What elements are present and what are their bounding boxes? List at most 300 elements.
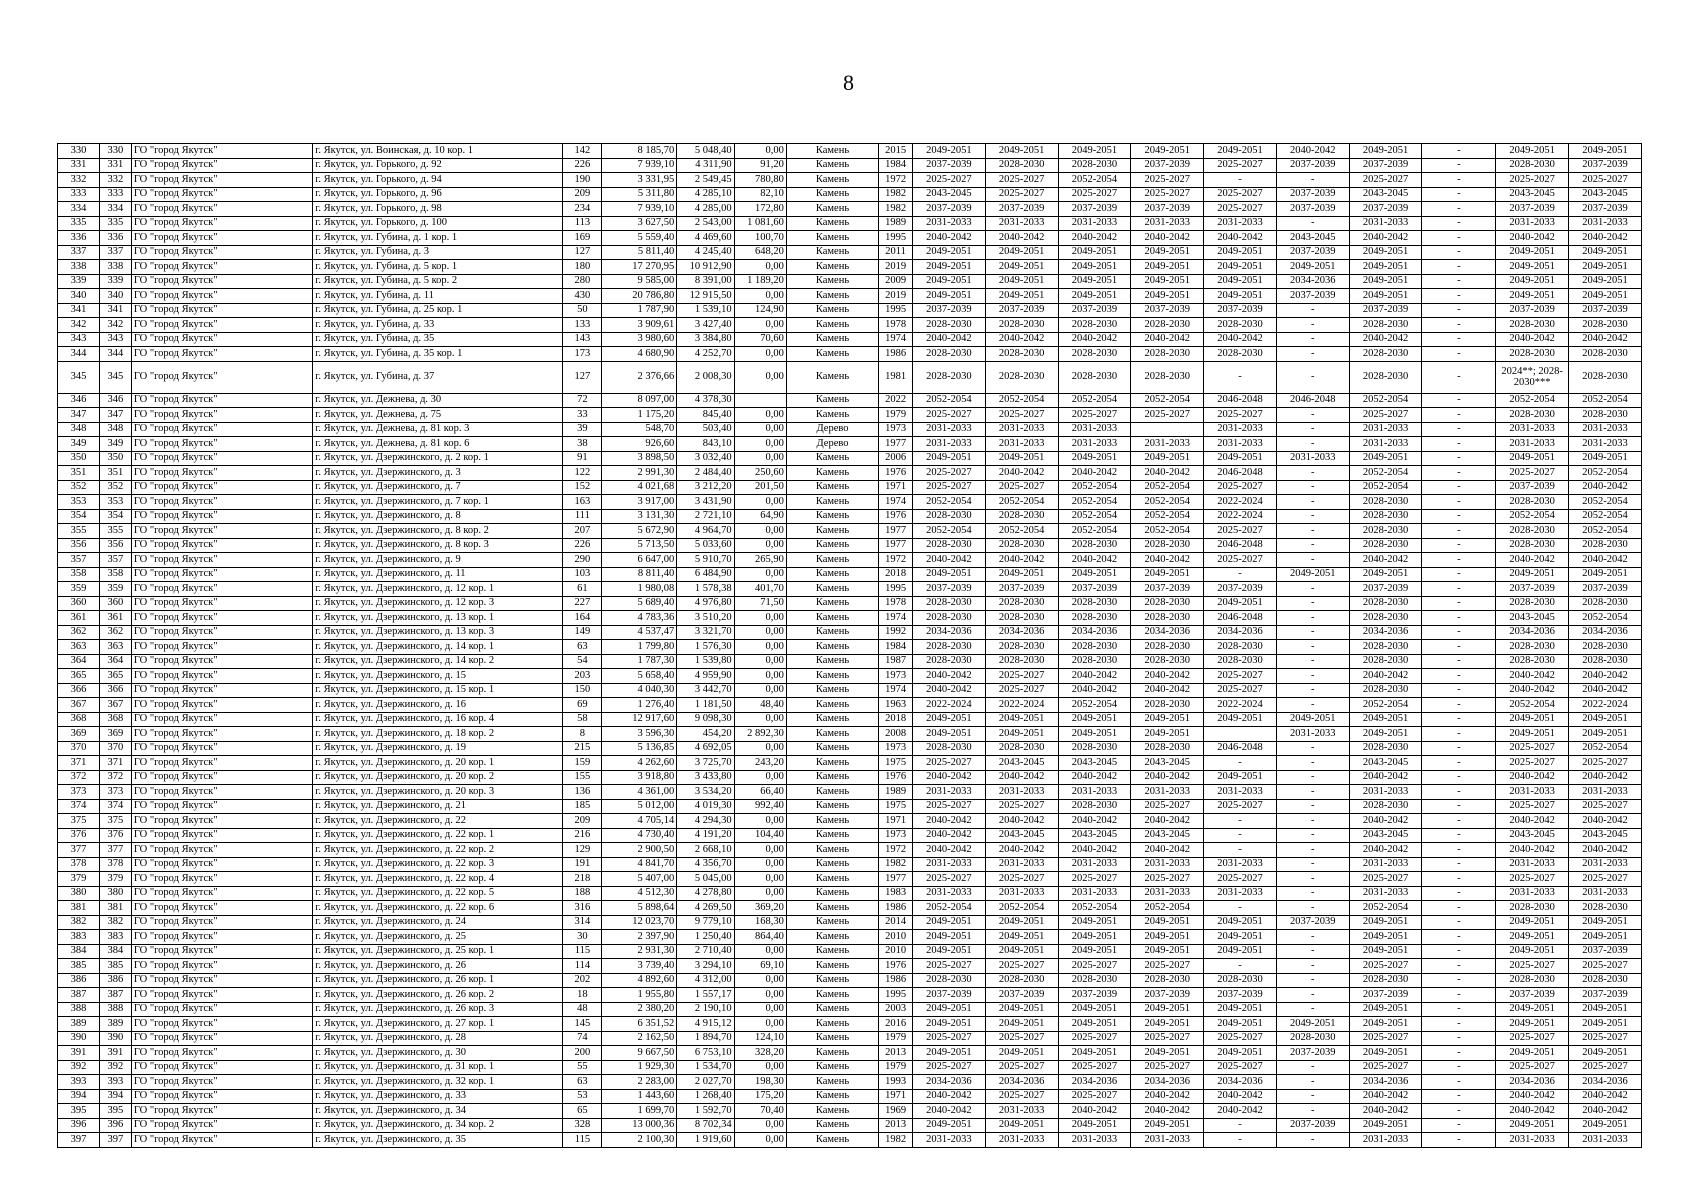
- period-col-9-cell: 2028-2030: [1496, 347, 1569, 362]
- build-year-cell: 1969: [879, 1104, 913, 1119]
- period-col-10-cell: 2049-2051: [1569, 1118, 1642, 1133]
- period-col-3-cell: 2049-2051: [1058, 712, 1131, 727]
- non-residential-area-cell: 992,40: [734, 799, 786, 814]
- row-number-cell: 373: [58, 785, 100, 800]
- period-col-4-cell: 2049-2051: [1131, 944, 1204, 959]
- period-col-8-cell: -: [1422, 828, 1496, 843]
- period-col-1-cell: 2040-2042: [912, 332, 985, 347]
- table-row: [58, 509, 1642, 524]
- period-col-5-cell: 2037-2039: [1204, 988, 1277, 1003]
- total-area-cell: 4 730,40: [602, 828, 677, 843]
- period-col-7-cell: 2049-2051: [1349, 274, 1422, 289]
- period-col-5-cell: 2031-2033: [1204, 785, 1277, 800]
- house-number-cell: 395: [100, 1104, 132, 1119]
- non-residential-area-cell: 0,00: [734, 144, 786, 159]
- residents-cell: 216: [563, 828, 602, 843]
- period-col-6-cell: -: [1276, 640, 1349, 655]
- non-residential-area-cell: 0,00: [734, 422, 786, 437]
- address-cell: г. Якутск, ул. Дзержинского, д. 26 кор. 2: [313, 988, 563, 1003]
- period-col-2-cell: 2031-2033: [985, 886, 1058, 901]
- period-col-1-cell: 2025-2027: [912, 959, 985, 974]
- wall-material-cell: Камень: [786, 303, 878, 318]
- period-col-10-cell: 2037-2039: [1569, 202, 1642, 217]
- row-number-cell: 379: [58, 872, 100, 887]
- wall-material-cell: Камень: [786, 944, 878, 959]
- period-col-8-cell: -: [1422, 857, 1496, 872]
- period-col-6-cell: -: [1276, 654, 1349, 669]
- build-year-cell: 1971: [879, 1089, 913, 1104]
- wall-material-cell: Камень: [786, 1075, 878, 1090]
- period-col-8-cell: -: [1422, 422, 1496, 437]
- address-cell: г. Якутск, ул. Горького, д. 98: [313, 202, 563, 217]
- residents-cell: 169: [563, 231, 602, 246]
- wall-material-cell: Камень: [786, 582, 878, 597]
- table-row: [58, 683, 1642, 698]
- residents-cell: 33: [563, 408, 602, 423]
- period-col-3-cell: 2028-2030: [1058, 741, 1131, 756]
- period-col-6-cell: -: [1276, 303, 1349, 318]
- address-cell: г. Якутск, ул. Дзержинского, д. 2 кор. 1: [313, 451, 563, 466]
- period-col-8-cell: -: [1422, 596, 1496, 611]
- house-number-cell: 394: [100, 1089, 132, 1104]
- build-year-cell: 1971: [879, 480, 913, 495]
- period-col-3-cell: 2040-2042: [1058, 466, 1131, 481]
- period-col-3-cell: 2049-2051: [1058, 245, 1131, 260]
- living-area-cell: 1 576,30: [677, 640, 734, 655]
- municipality-cell: ГО "город Якутск": [131, 318, 312, 333]
- row-number-cell: 347: [58, 408, 100, 423]
- living-area-cell: 4 191,20: [677, 828, 734, 843]
- residents-cell: 227: [563, 596, 602, 611]
- table-row: [58, 814, 1642, 829]
- period-col-8-cell: -: [1422, 538, 1496, 553]
- period-col-3-cell: 2031-2033: [1058, 422, 1131, 437]
- period-col-3-cell: 2031-2033: [1058, 886, 1131, 901]
- period-col-2-cell: 2028-2030: [985, 611, 1058, 626]
- build-year-cell: 1977: [879, 524, 913, 539]
- build-year-cell: 1972: [879, 173, 913, 188]
- period-col-1-cell: 2028-2030: [912, 538, 985, 553]
- municipality-cell: ГО "город Якутск": [131, 437, 312, 452]
- table-row: [58, 422, 1642, 437]
- municipality-cell: ГО "город Якутск": [131, 596, 312, 611]
- build-year-cell: 1995: [879, 231, 913, 246]
- build-year-cell: 1973: [879, 422, 913, 437]
- address-cell: г. Якутск, ул. Губина, д. 5 кор. 2: [313, 274, 563, 289]
- address-cell: г. Якутск, ул. Дзержинского, д. 25 кор. 1: [313, 944, 563, 959]
- total-area-cell: 4 262,60: [602, 756, 677, 771]
- period-col-8-cell: -: [1422, 1104, 1496, 1119]
- period-col-6-cell: -: [1276, 332, 1349, 347]
- build-year-cell: 1977: [879, 437, 913, 452]
- period-col-2-cell: 2052-2054: [985, 901, 1058, 916]
- row-number-cell: 386: [58, 973, 100, 988]
- table-row: [58, 669, 1642, 684]
- table-row: [58, 347, 1642, 362]
- period-col-4-cell: 2028-2030: [1131, 596, 1204, 611]
- house-number-cell: 383: [100, 930, 132, 945]
- period-col-7-cell: 2025-2027: [1349, 872, 1422, 887]
- non-residential-area-cell: 0,00: [734, 944, 786, 959]
- period-col-3-cell: 2025-2027: [1058, 187, 1131, 202]
- period-col-7-cell: 2049-2051: [1349, 727, 1422, 742]
- period-col-5-cell: -: [1204, 756, 1277, 771]
- residents-cell: 314: [563, 915, 602, 930]
- period-col-10-cell: 2031-2033: [1569, 1133, 1642, 1148]
- period-col-7-cell: 2043-2045: [1349, 756, 1422, 771]
- wall-material-cell: Камень: [786, 625, 878, 640]
- period-col-9-cell: 2049-2051: [1496, 1046, 1569, 1061]
- address-cell: г. Якутск, ул. Губина, д. 3: [313, 245, 563, 260]
- period-col-10-cell: 2025-2027: [1569, 1031, 1642, 1046]
- table-row: [58, 857, 1642, 872]
- period-col-9-cell: 2052-2054: [1496, 509, 1569, 524]
- build-year-cell: 2006: [879, 451, 913, 466]
- period-col-8-cell: -: [1422, 1089, 1496, 1104]
- period-col-1-cell: 2052-2054: [912, 393, 985, 408]
- period-col-1-cell: 2028-2030: [912, 347, 985, 362]
- period-col-10-cell: 2028-2030: [1569, 347, 1642, 362]
- period-col-9-cell: 2049-2051: [1496, 289, 1569, 304]
- period-col-8-cell: -: [1422, 567, 1496, 582]
- living-area-cell: 503,40: [677, 422, 734, 437]
- table-row: [58, 1075, 1642, 1090]
- period-col-4-cell: 2037-2039: [1131, 158, 1204, 173]
- period-col-7-cell: 2049-2051: [1349, 915, 1422, 930]
- period-col-9-cell: 2040-2042: [1496, 231, 1569, 246]
- build-year-cell: 1978: [879, 318, 913, 333]
- living-area-cell: 2 484,40: [677, 466, 734, 481]
- period-col-6-cell: -: [1276, 843, 1349, 858]
- table-row: [58, 654, 1642, 669]
- municipality-cell: ГО "город Якутск": [131, 625, 312, 640]
- non-residential-area-cell: 648,20: [734, 245, 786, 260]
- period-col-5-cell: 2049-2051: [1204, 596, 1277, 611]
- municipality-cell: ГО "город Якутск": [131, 1118, 312, 1133]
- period-col-10-cell: 2040-2042: [1569, 553, 1642, 568]
- period-col-5-cell: -: [1204, 173, 1277, 188]
- period-col-10-cell: 2049-2051: [1569, 727, 1642, 742]
- non-residential-area-cell: 0,00: [734, 654, 786, 669]
- address-cell: г. Якутск, ул. Губина, д. 25 кор. 1: [313, 303, 563, 318]
- period-col-3-cell: 2052-2054: [1058, 509, 1131, 524]
- address-cell: г. Якутск, ул. Дзержинского, д. 8 кор. 2: [313, 524, 563, 539]
- period-col-1-cell: 2040-2042: [912, 669, 985, 684]
- period-col-7-cell: 2028-2030: [1349, 347, 1422, 362]
- period-col-3-cell: 2037-2039: [1058, 303, 1131, 318]
- period-col-10-cell: 2040-2042: [1569, 683, 1642, 698]
- build-year-cell: 2015: [879, 144, 913, 159]
- address-cell: г. Якутск, ул. Дежнева, д. 81 кор. 3: [313, 422, 563, 437]
- non-residential-area-cell: 0,00: [734, 857, 786, 872]
- period-col-5-cell: 2049-2051: [1204, 1017, 1277, 1032]
- period-col-6-cell: 2037-2039: [1276, 187, 1349, 202]
- municipality-cell: ГО "город Якутск": [131, 466, 312, 481]
- non-residential-area-cell: 0,00: [734, 712, 786, 727]
- row-number-cell: 335: [58, 216, 100, 231]
- period-col-8-cell: -: [1422, 640, 1496, 655]
- period-col-8-cell: -: [1422, 524, 1496, 539]
- residents-cell: 328: [563, 1118, 602, 1133]
- address-cell: г. Якутск, ул. Дзержинского, д. 22 кор. 2: [313, 843, 563, 858]
- period-col-3-cell: 2025-2027: [1058, 872, 1131, 887]
- period-col-3-cell: 2052-2054: [1058, 524, 1131, 539]
- period-col-6-cell: -: [1276, 1104, 1349, 1119]
- row-number-cell: 336: [58, 231, 100, 246]
- address-cell: г. Якутск, ул. Горького, д. 92: [313, 158, 563, 173]
- period-col-7-cell: 2028-2030: [1349, 538, 1422, 553]
- period-col-2-cell: 2049-2051: [985, 930, 1058, 945]
- period-col-7-cell: 2052-2054: [1349, 901, 1422, 916]
- wall-material-cell: Камень: [786, 872, 878, 887]
- period-col-9-cell: 2049-2051: [1496, 727, 1569, 742]
- period-col-5-cell: [1204, 727, 1277, 742]
- period-col-9-cell: 2028-2030: [1496, 495, 1569, 510]
- wall-material-cell: Камень: [786, 524, 878, 539]
- house-number-cell: 361: [100, 611, 132, 626]
- table-row: [58, 741, 1642, 756]
- period-col-7-cell: 2052-2054: [1349, 698, 1422, 713]
- period-col-4-cell: 2034-2036: [1131, 625, 1204, 640]
- house-number-cell: 386: [100, 973, 132, 988]
- total-area-cell: 4 680,90: [602, 347, 677, 362]
- address-cell: г. Якутск, ул. Дзержинского, д. 26 кор. 1: [313, 973, 563, 988]
- period-col-1-cell: 2025-2027: [912, 799, 985, 814]
- wall-material-cell: Камень: [786, 886, 878, 901]
- period-col-1-cell: 2037-2039: [912, 582, 985, 597]
- wall-material-cell: Камень: [786, 1002, 878, 1017]
- table-row: [58, 158, 1642, 173]
- row-number-cell: 346: [58, 393, 100, 408]
- period-col-6-cell: -: [1276, 437, 1349, 452]
- period-col-7-cell: 2040-2042: [1349, 231, 1422, 246]
- build-year-cell: 1975: [879, 799, 913, 814]
- row-number-cell: 393: [58, 1075, 100, 1090]
- period-col-3-cell: 2049-2051: [1058, 289, 1131, 304]
- non-residential-area-cell: 2 892,30: [734, 727, 786, 742]
- period-col-3-cell: 2043-2045: [1058, 756, 1131, 771]
- living-area-cell: 3 384,80: [677, 332, 734, 347]
- period-col-5-cell: 2022-2024: [1204, 495, 1277, 510]
- period-col-7-cell: 2040-2042: [1349, 332, 1422, 347]
- wall-material-cell: Камень: [786, 654, 878, 669]
- period-col-9-cell: 2031-2033: [1496, 1133, 1569, 1148]
- period-col-9-cell: 2040-2042: [1496, 1104, 1569, 1119]
- period-col-2-cell: 2028-2030: [985, 640, 1058, 655]
- period-col-5-cell: 2025-2027: [1204, 158, 1277, 173]
- period-col-10-cell: 2031-2033: [1569, 216, 1642, 231]
- living-area-cell: 5 048,40: [677, 144, 734, 159]
- period-col-7-cell: 2031-2033: [1349, 886, 1422, 901]
- total-area-cell: 6 647,00: [602, 553, 677, 568]
- period-col-3-cell: 2028-2030: [1058, 538, 1131, 553]
- period-col-1-cell: 2025-2027: [912, 480, 985, 495]
- house-number-cell: 393: [100, 1075, 132, 1090]
- total-area-cell: 4 783,36: [602, 611, 677, 626]
- municipality-cell: ГО "город Якутск": [131, 901, 312, 916]
- wall-material-cell: Камень: [786, 245, 878, 260]
- period-col-1-cell: 2028-2030: [912, 611, 985, 626]
- period-col-2-cell: 2049-2051: [985, 144, 1058, 159]
- wall-material-cell: Камень: [786, 495, 878, 510]
- period-col-7-cell: 2037-2039: [1349, 582, 1422, 597]
- period-col-9-cell: 2040-2042: [1496, 814, 1569, 829]
- period-col-10-cell: 2028-2030: [1569, 654, 1642, 669]
- period-col-7-cell: 2040-2042: [1349, 770, 1422, 785]
- living-area-cell: 3 427,40: [677, 318, 734, 333]
- house-number-cell: 373: [100, 785, 132, 800]
- row-number-cell: 352: [58, 480, 100, 495]
- table-row: [58, 361, 1642, 393]
- row-number-cell: 384: [58, 944, 100, 959]
- row-number-cell: 390: [58, 1031, 100, 1046]
- period-col-3-cell: 2028-2030: [1058, 654, 1131, 669]
- period-col-5-cell: 2028-2030: [1204, 640, 1277, 655]
- row-number-cell: 351: [58, 466, 100, 481]
- non-residential-area-cell: 0,00: [734, 669, 786, 684]
- wall-material-cell: Камень: [786, 231, 878, 246]
- period-col-10-cell: 2031-2033: [1569, 437, 1642, 452]
- living-area-cell: 1 894,70: [677, 1031, 734, 1046]
- period-col-6-cell: 2028-2030: [1276, 1031, 1349, 1046]
- house-number-cell: 391: [100, 1046, 132, 1061]
- residents-cell: 127: [563, 245, 602, 260]
- period-col-2-cell: 2049-2051: [985, 727, 1058, 742]
- total-area-cell: 13 000,36: [602, 1118, 677, 1133]
- row-number-cell: 371: [58, 756, 100, 771]
- house-number-cell: 371: [100, 756, 132, 771]
- period-col-10-cell: 2049-2051: [1569, 1017, 1642, 1032]
- period-col-8-cell: -: [1422, 1046, 1496, 1061]
- living-area-cell: 9 779,10: [677, 915, 734, 930]
- period-col-6-cell: 2031-2033: [1276, 727, 1349, 742]
- period-col-6-cell: -: [1276, 973, 1349, 988]
- period-col-10-cell: 2052-2054: [1569, 393, 1642, 408]
- wall-material-cell: Камень: [786, 959, 878, 974]
- period-col-8-cell: -: [1422, 187, 1496, 202]
- municipality-cell: ГО "город Якутск": [131, 495, 312, 510]
- period-col-5-cell: 2049-2051: [1204, 930, 1277, 945]
- period-col-10-cell: 2049-2051: [1569, 930, 1642, 945]
- period-col-4-cell: 2037-2039: [1131, 202, 1204, 217]
- living-area-cell: 4 311,90: [677, 158, 734, 173]
- period-col-9-cell: 2028-2030: [1496, 538, 1569, 553]
- period-col-9-cell: 2025-2027: [1496, 173, 1569, 188]
- period-col-2-cell: 2040-2042: [985, 466, 1058, 481]
- period-col-10-cell: 2040-2042: [1569, 843, 1642, 858]
- period-col-1-cell: 2052-2054: [912, 495, 985, 510]
- non-residential-area-cell: 0,00: [734, 973, 786, 988]
- period-col-2-cell: 2028-2030: [985, 741, 1058, 756]
- municipality-cell: ГО "город Якутск": [131, 654, 312, 669]
- period-col-2-cell: 2037-2039: [985, 988, 1058, 1003]
- municipality-cell: ГО "город Якутск": [131, 988, 312, 1003]
- period-col-8-cell: -: [1422, 843, 1496, 858]
- wall-material-cell: Камень: [786, 361, 878, 393]
- period-col-7-cell: 2049-2051: [1349, 260, 1422, 275]
- period-col-3-cell: 2040-2042: [1058, 669, 1131, 684]
- wall-material-cell: Камень: [786, 698, 878, 713]
- period-col-6-cell: -: [1276, 1089, 1349, 1104]
- living-area-cell: 4 252,70: [677, 347, 734, 362]
- period-col-4-cell: 2025-2027: [1131, 1031, 1204, 1046]
- period-col-8-cell: -: [1422, 466, 1496, 481]
- period-col-3-cell: 2040-2042: [1058, 770, 1131, 785]
- period-col-1-cell: 2034-2036: [912, 1075, 985, 1090]
- period-col-8-cell: -: [1422, 1133, 1496, 1148]
- period-col-5-cell: 2049-2051: [1204, 144, 1277, 159]
- residents-cell: 226: [563, 158, 602, 173]
- residents-cell: 39: [563, 422, 602, 437]
- period-col-2-cell: 2040-2042: [985, 814, 1058, 829]
- municipality-cell: ГО "город Якутск": [131, 611, 312, 626]
- total-area-cell: 4 361,00: [602, 785, 677, 800]
- total-area-cell: 926,60: [602, 437, 677, 452]
- period-col-6-cell: -: [1276, 828, 1349, 843]
- period-col-9-cell: 2028-2030: [1496, 973, 1569, 988]
- wall-material-cell: Камень: [786, 988, 878, 1003]
- period-col-3-cell: 2049-2051: [1058, 1046, 1131, 1061]
- row-number-cell: 337: [58, 245, 100, 260]
- period-col-4-cell: 2040-2042: [1131, 332, 1204, 347]
- period-col-3-cell: 2028-2030: [1058, 973, 1131, 988]
- period-col-4-cell: 2049-2051: [1131, 1118, 1204, 1133]
- municipality-cell: ГО "город Якутск": [131, 144, 312, 159]
- period-col-2-cell: 2049-2051: [985, 274, 1058, 289]
- living-area-cell: 1 534,70: [677, 1060, 734, 1075]
- period-col-8-cell: -: [1422, 1031, 1496, 1046]
- table-row: [58, 1089, 1642, 1104]
- build-year-cell: 1977: [879, 872, 913, 887]
- period-col-5-cell: 2049-2051: [1204, 712, 1277, 727]
- table-row: [58, 756, 1642, 771]
- living-area-cell: 4 285,00: [677, 202, 734, 217]
- period-col-6-cell: -: [1276, 857, 1349, 872]
- period-col-2-cell: 2049-2051: [985, 915, 1058, 930]
- period-col-4-cell: 2025-2027: [1131, 872, 1204, 887]
- total-area-cell: 5 898,64: [602, 901, 677, 916]
- period-col-5-cell: 2022-2024: [1204, 509, 1277, 524]
- non-residential-area-cell: 1 189,20: [734, 274, 786, 289]
- period-col-4-cell: 2025-2027: [1131, 959, 1204, 974]
- period-col-10-cell: 2037-2039: [1569, 944, 1642, 959]
- period-col-10-cell: 2049-2051: [1569, 567, 1642, 582]
- period-col-2-cell: 2049-2051: [985, 712, 1058, 727]
- period-col-6-cell: -: [1276, 814, 1349, 829]
- municipality-cell: ГО "город Якутск": [131, 260, 312, 275]
- house-number-cell: 365: [100, 669, 132, 684]
- period-col-2-cell: 2028-2030: [985, 361, 1058, 393]
- period-col-4-cell: 2040-2042: [1131, 669, 1204, 684]
- period-col-3-cell: 2040-2042: [1058, 683, 1131, 698]
- period-col-3-cell: 2031-2033: [1058, 216, 1131, 231]
- period-col-10-cell: 2049-2051: [1569, 712, 1642, 727]
- living-area-cell: 4 019,30: [677, 799, 734, 814]
- period-col-10-cell: 2034-2036: [1569, 1075, 1642, 1090]
- period-col-4-cell: 2031-2033: [1131, 857, 1204, 872]
- period-col-4-cell: 2049-2051: [1131, 1046, 1204, 1061]
- residents-cell: 63: [563, 1075, 602, 1090]
- living-area-cell: 2 027,70: [677, 1075, 734, 1090]
- total-area-cell: 5 012,00: [602, 799, 677, 814]
- build-year-cell: 1974: [879, 332, 913, 347]
- municipality-cell: ГО "город Якутск": [131, 944, 312, 959]
- build-year-cell: 1974: [879, 495, 913, 510]
- non-residential-area-cell: 168,30: [734, 915, 786, 930]
- table-row: [58, 1133, 1642, 1148]
- period-col-1-cell: 2037-2039: [912, 202, 985, 217]
- period-col-5-cell: 2025-2027: [1204, 1060, 1277, 1075]
